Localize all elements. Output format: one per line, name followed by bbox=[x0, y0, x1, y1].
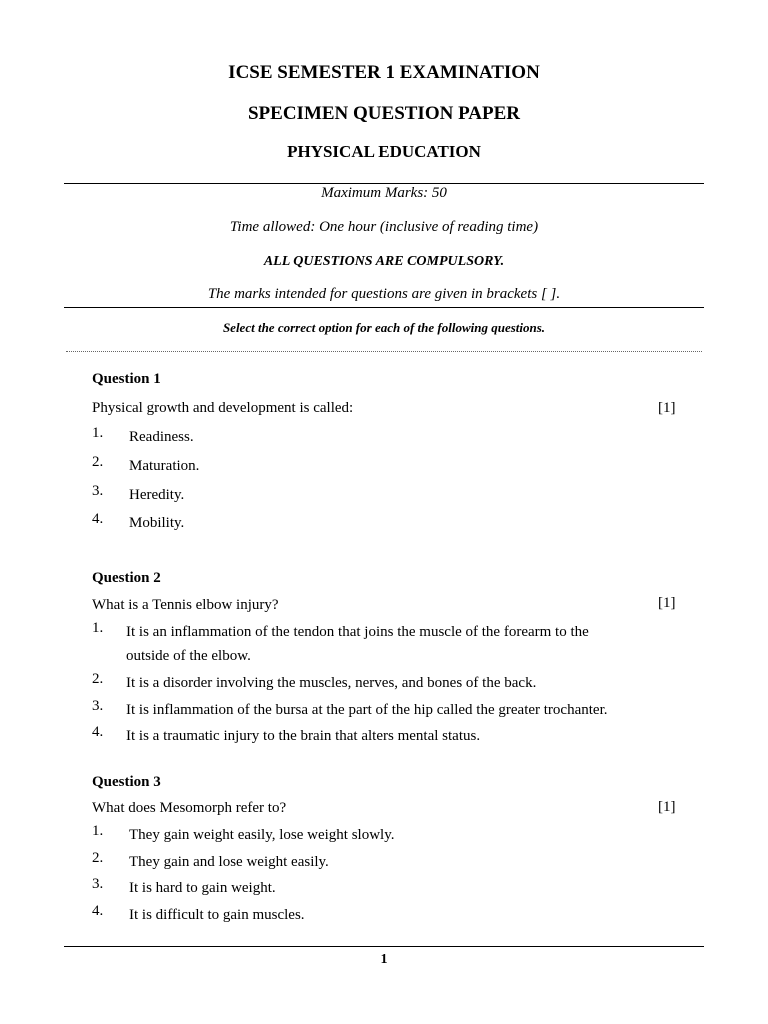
compulsory-note: ALL QUESTIONS ARE COMPULSORY. bbox=[263, 254, 505, 269]
footer-divider bbox=[64, 946, 704, 947]
question-3-marks: [1] bbox=[658, 799, 676, 815]
paper-title: SPECIMEN QUESTION PAPER bbox=[247, 103, 520, 124]
question-3-title: Question 3 bbox=[92, 774, 161, 790]
option-number: 3. bbox=[92, 698, 104, 714]
option-number: 1. bbox=[92, 620, 104, 636]
max-marks: Maximum Marks: 50 bbox=[321, 185, 447, 201]
instruction-divider bbox=[66, 351, 702, 352]
option-number: 2. bbox=[92, 671, 104, 687]
marks-note: The marks intended for questions are given in brackets [ ]. bbox=[207, 286, 561, 302]
option-text: Heredity. bbox=[129, 487, 185, 503]
option-text: They gain and lose weight easily. bbox=[129, 854, 329, 870]
question-2-marks: [1] bbox=[658, 595, 676, 611]
question-2-title: Question 2 bbox=[92, 570, 161, 586]
page-number: 1 bbox=[380, 952, 388, 967]
option-number: 4. bbox=[92, 511, 104, 527]
time-allowed: Time allowed: One hour (inclusive of reading time) bbox=[229, 219, 539, 235]
option-text: It is a traumatic injury to the brain that alters mental status. bbox=[126, 728, 481, 744]
option-text: It is hard to gain weight. bbox=[129, 880, 276, 896]
option-number: 2. bbox=[92, 850, 104, 866]
option-number: 1. bbox=[92, 823, 104, 839]
section-instruction: Select the correct option for each of the following questions. bbox=[222, 320, 546, 335]
header-divider bbox=[64, 183, 704, 184]
option-number: 2. bbox=[92, 454, 104, 470]
option-text: It is inflammation of the bursa at the part of the hip called the greater trochanter. bbox=[126, 702, 608, 718]
option-number: 4. bbox=[92, 724, 104, 740]
option-number: 3. bbox=[92, 483, 104, 499]
question-2-text: What is a Tennis elbow injury? bbox=[92, 597, 279, 613]
option-text: It is difficult to gain muscles. bbox=[129, 907, 305, 923]
option-text: It is a disorder involving the muscles, nerves, and bones of the back. bbox=[126, 675, 537, 691]
option-text: It is an inflammation of the tendon that joins the muscle of the forearm to the outside of the elbow. bbox=[126, 624, 589, 664]
option-number: 1. bbox=[92, 425, 104, 441]
question-1-title: Question 1 bbox=[92, 371, 161, 387]
question-1-marks: [1] bbox=[658, 400, 676, 416]
question-3-text: What does Mesomorph refer to? bbox=[92, 800, 287, 816]
option-text: Readiness. bbox=[129, 429, 194, 445]
option-number: 3. bbox=[92, 876, 104, 892]
option-text: Mobility. bbox=[129, 515, 185, 531]
exam-title: ICSE SEMESTER 1 EXAMINATION bbox=[228, 62, 540, 83]
info-divider bbox=[64, 307, 704, 308]
subject-title: PHYSICAL EDUCATION bbox=[287, 142, 481, 161]
question-1-text: Physical growth and development is called: bbox=[92, 400, 354, 416]
option-text: They gain weight easily, lose weight slowly. bbox=[129, 827, 395, 843]
option-text: Maturation. bbox=[129, 458, 200, 474]
option-number: 4. bbox=[92, 903, 104, 919]
